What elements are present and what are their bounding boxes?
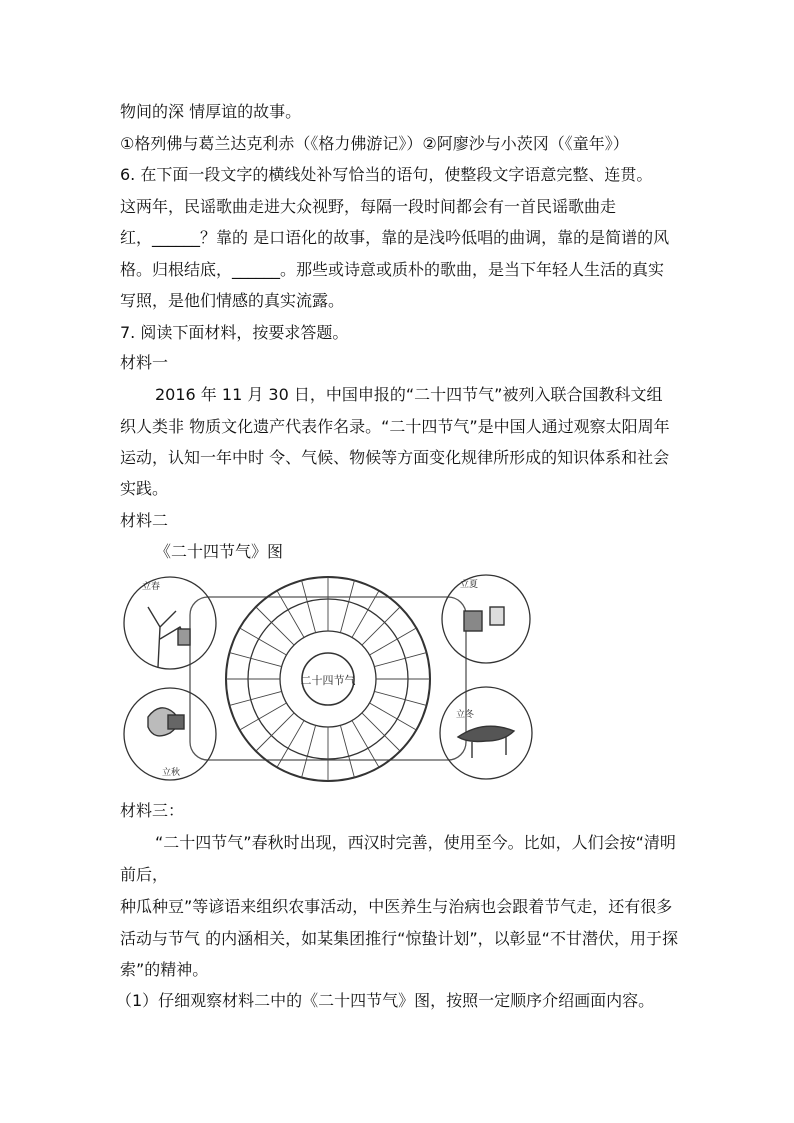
text-line: 前后， [120,865,169,884]
corner-label: 立秋 [162,768,181,778]
text-line: 这两年，民谣歌曲走进大众视野，每隔一段时间都会有一首民谣歌曲走 [120,197,617,216]
corner-label: 立春 [142,582,161,592]
material-heading: 材料一 [120,353,169,372]
material-heading: 材料二 [120,511,169,530]
wheel-spoke [302,580,316,632]
solar-terms-figure [120,567,536,790]
wheel-spoke [374,691,426,705]
text-line: 活动与节气 的内涵相关，如某集团推行“惊蛰计划”，以彰显“不甘潜伏，用于探 [120,929,678,948]
wheel-spoke [340,725,354,777]
text-line: 物间的深 情厚谊的故事。 [120,102,302,121]
wheel-spoke [362,607,400,645]
wheel-spoke [302,725,316,777]
corner-label: 立冬 [456,710,475,720]
wheel-spoke [340,580,354,632]
text-line: 索”的精神。 [120,960,209,979]
corner-circle [124,688,216,780]
text-line: ①格列佛与葛兰达克利赤（《格力佛游记》）②阿廖沙与小茨冈（《童年》） [120,134,629,153]
sub-question-1: （1）仔细观察材料二中的《二十四节气》图，按照一定顺序介绍画面内容。 [116,991,655,1010]
wheel-spoke [256,713,294,751]
text-line: 2016 年 11 月 30 日，中国申报的“二十四节气”被列入联合国教科文组 [155,385,663,404]
wheel-spoke [362,713,400,751]
text-line: 红，______？靠的 是口语化的故事，靠的是浅吟低唱的曲调，靠的是简谱的风 [120,228,670,247]
figure-title: 《二十四节气》图 [155,542,284,561]
wheel-spoke [374,653,426,667]
corner-circle [442,575,530,663]
corner-label: 立夏 [460,580,479,590]
text-line: “二十四节气”春秋时出现，西汉时完善，使用至今。比如，人们会按“清明 [155,833,676,852]
wheel-spoke [229,691,281,705]
wheel-spoke [229,653,281,667]
text-line: 运动，认知一年中时 令、气候、物候等方面变化规律所形成的知识体系和社会 [120,448,670,467]
question-7: 7. 阅读下面材料，按要求答题。 [120,323,349,342]
question-6: 6. 在下面一段文字的横线处补写恰当的语句，使整段文字语意完整、连贯。 [120,165,653,184]
figure-center-label: 二十四节气 [300,674,356,687]
text-line: 格。归根结底，______。那些或诗意或质朴的歌曲，是当下年轻人生活的真实 [120,260,665,279]
text-line: 写照，是他们情感的真实流露。 [120,291,345,310]
text-line: 织人类非 物质文化遗产代表作名录。“二十四节气”是中国人通过观察太阳周年 [120,417,670,436]
material-heading: 材料三： [120,801,185,820]
wheel-spoke [256,607,294,645]
text-line: 实践。 [120,479,169,498]
text-line: 种瓜种豆”等谚语来组织农事活动，中医养生与治病也会跟着节气走，还有很多 [120,897,673,916]
corner-circle [124,577,216,669]
